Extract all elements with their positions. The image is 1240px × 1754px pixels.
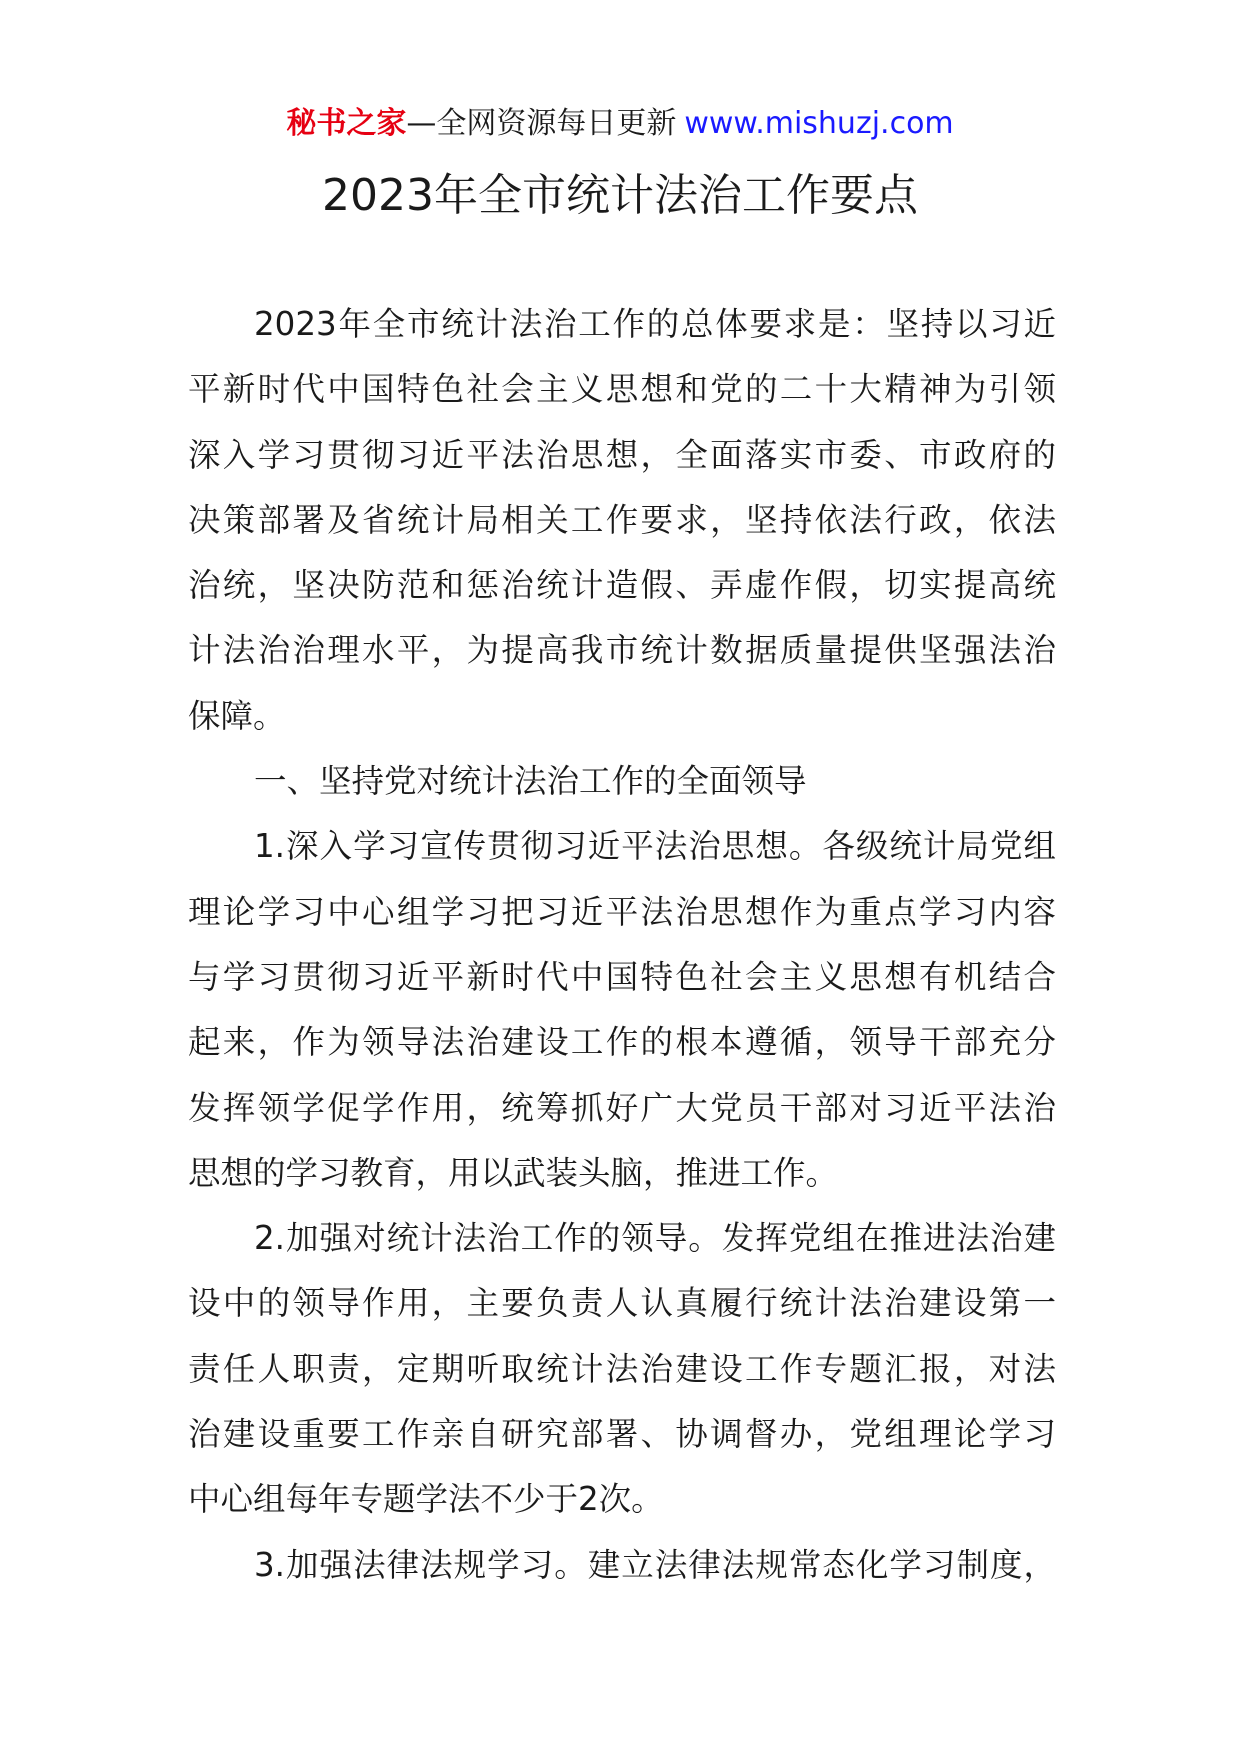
body-line: 理论学习中心组学习把习近平法治思想作为重点学习内容 (188, 892, 1056, 931)
body-line: 设中的领导作用，主要负责人认真履行统计法治建设第一 (188, 1284, 1056, 1323)
body-line: 与学习贯彻习近平新时代中国特色社会主义思想有机结合 (188, 957, 1056, 996)
body-line: 2.加强对统计法治工作的领导。发挥党组在推进法治建 (254, 1219, 1056, 1258)
body-line: 起来，作为领导法治建设工作的根本遵循，领导干部充分 (188, 1023, 1056, 1062)
banner-tagline: —全网资源每日更新 (406, 106, 677, 141)
body-line: 3.加强法律法规学习。建立法律法规常态化学习制度， (254, 1545, 1056, 1584)
banner-url: www.mishuzj.com (684, 106, 954, 141)
body-line: 治建设重要工作亲自研究部署、协调督办，党组理论学习 (188, 1415, 1056, 1454)
body-line: 治统，坚决防范和惩治统计造假、弄虚作假，切实提高统 (188, 566, 1056, 605)
body-line: 平新时代中国特色社会主义思想和党的二十大精神为引领 (188, 370, 1056, 409)
document-body (188, 292, 1056, 1598)
body-line: 责任人职责，定期听取统计法治建设工作专题汇报，对法 (188, 1349, 1056, 1388)
body-line: 计法治治理水平，为提高我市统计数据质量提供坚强法治 (188, 631, 1056, 670)
source-banner (0, 104, 1240, 144)
body-line: 中心组每年专题学法不少于2次。 (188, 1480, 664, 1519)
body-line: 2023年全市统计法治工作的总体要求是：坚持以习近 (254, 305, 1056, 343)
body-line: 思想的学习教育，用以武装头脑，推进工作。 (188, 1153, 839, 1192)
body-line: 决策部署及省统计局相关工作要求，坚持依法行政，依法 (188, 500, 1056, 539)
banner-brand: 秘书之家 (286, 106, 407, 141)
document-title: 2023年全市统计法治工作要点 (322, 170, 918, 221)
body-line: 发挥领学促学作用，统筹抓好广大党员干部对习近平法治 (188, 1088, 1056, 1127)
body-line: 深入学习贯彻习近平法治思想，全面落实市委、市政府的 (188, 435, 1056, 474)
body-line: 保障。 (188, 696, 286, 735)
body-line: 1.深入学习宣传贯彻习近平法治思想。各级统计局党组 (254, 827, 1056, 866)
body-line: 一、坚持党对统计法治工作的全面领导 (254, 762, 807, 801)
